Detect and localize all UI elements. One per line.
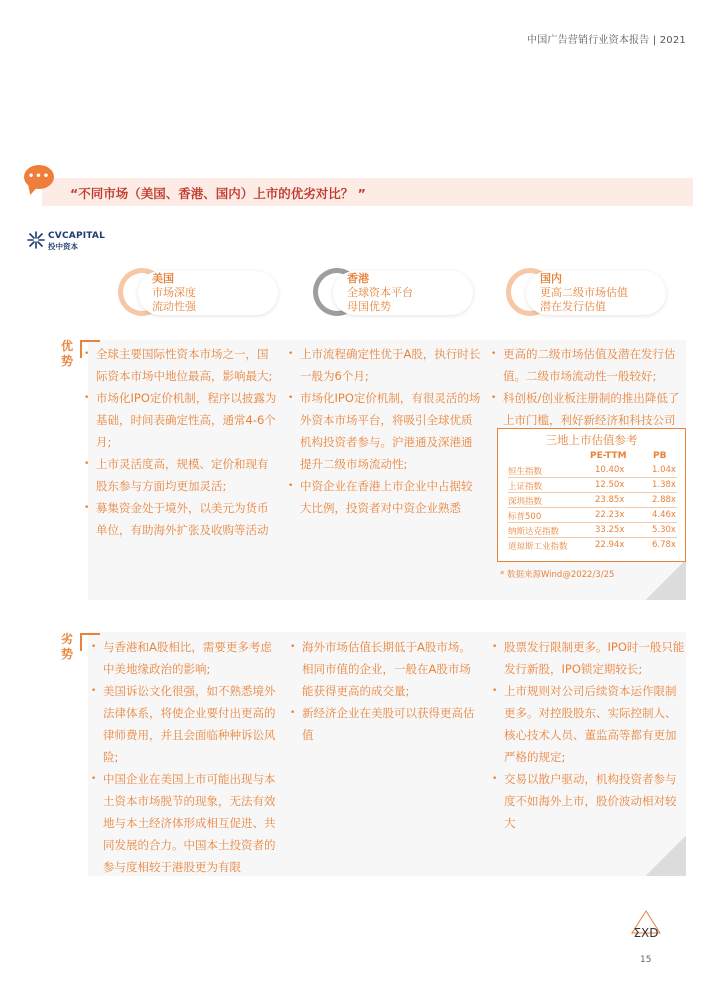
- disadvantages-us: [103, 636, 281, 878]
- cvcapital-logo: [27, 230, 117, 252]
- list-item: • 中国企业在美国上市可能出现与本土资本市场脱节的现象，无法有效地与本土经济体形成相互促进、共同发展的合力。中国本土投资者的参与度相较于港股更为有限: [103, 768, 281, 878]
- index-name: 道琼斯工业指数: [508, 542, 568, 552]
- market-card-hk: [313, 268, 473, 320]
- index-name: 纳斯达克指数: [508, 527, 560, 537]
- valuation-title: 三地上市估值参考: [545, 433, 638, 447]
- market-line2: 流动性强: [152, 300, 196, 313]
- index-name: 标普500: [508, 512, 542, 522]
- disadvantages-hk: [302, 636, 482, 746]
- question-text: “不同市场（美国、香港、国内）上市的优劣对比？ ”: [70, 186, 366, 201]
- table-row: [508, 540, 677, 553]
- market-line2: 母国优势: [347, 300, 391, 313]
- pe-value: 12.50x: [595, 480, 625, 490]
- pb-value: 5.30x: [652, 525, 676, 535]
- disadvantages-label: 劣势: [61, 632, 74, 661]
- logo-name: CVCAPITAL: [48, 231, 106, 241]
- list-item: • 上市规则对公司后续资本运作限制更多。对控股股东、实际控制人、核心技术人员、董监高等都有更加严格的规定;: [504, 680, 686, 768]
- list-item: • 上市灵活度高，规模、定价和现有股东参与方面均更加灵活;: [96, 453, 278, 497]
- index-name: 深圳指数: [508, 497, 543, 507]
- column-header-pb: PB: [653, 451, 667, 461]
- pb-value: 1.04x: [652, 465, 676, 475]
- data-source-note: * 数据来源Wind@2022/3/25: [500, 570, 615, 580]
- page-curl: [646, 560, 686, 600]
- market-card-cn: [506, 268, 666, 320]
- pb-value: 2.88x: [652, 495, 676, 505]
- market-line1: 全球资本平台: [347, 286, 413, 299]
- column-header-pe: PE-TTM: [590, 451, 627, 461]
- list-item: • 募集资金处于境外，以美元为货币单位，有助海外扩张及收购等活动: [96, 497, 278, 541]
- pe-value: 22.23x: [595, 510, 625, 520]
- disadvantages-cn: [504, 636, 686, 834]
- list-item: • 与香港和A股相比，需要更多考虑中美地缘政治的影响;: [103, 636, 281, 680]
- list-item: • 市场化IPO定价机制，有很灵活的场外资本市场平台，将吸引全球优质机构投资者参与。沪港通及深港通提升二级市场流动性;: [300, 387, 482, 475]
- report-title: 中国广告营销行业资本报告 | 2021: [527, 35, 686, 46]
- pb-value: 6.78x: [652, 540, 676, 550]
- list-item: • 美国诉讼文化很强，如不熟悉境外法律体系，将使企业要付出更高的律师费用，并且会面临种种诉讼风险;: [103, 680, 281, 768]
- pe-value: 10.40x: [595, 465, 625, 475]
- index-name: 上证指数: [508, 482, 543, 492]
- market-name: 香港: [347, 272, 369, 285]
- table-row: [508, 480, 677, 493]
- list-item: • 上市流程确定性优于A股，执行时长一般为6个月;: [300, 343, 482, 387]
- table-row: [508, 510, 677, 523]
- advantages-cn: [503, 343, 686, 431]
- page-number: 15: [640, 955, 652, 965]
- advantages-hk: [300, 343, 482, 519]
- list-item: • 新经济企业在美股可以获得更高估值: [302, 702, 482, 746]
- index-name: 恒生指数: [508, 467, 543, 477]
- list-item: • 股票发行限制更多。IPO时一般只能发行新股，IPO锁定期较长;: [504, 636, 686, 680]
- list-item: • 更高的二级市场估值及潜在发行估值。二级市场流动性一般较好;: [503, 343, 686, 387]
- table-row: [508, 465, 677, 478]
- logo-mark-icon: [27, 230, 45, 250]
- list-item: • 科创板/创业板注册制的推出降低了上市门槛，利好新经济和科技公司: [503, 387, 686, 431]
- speech-bubble-icon: •••: [24, 165, 54, 189]
- pb-value: 4.46x: [652, 510, 676, 520]
- advantages-us: [96, 343, 278, 541]
- footer-logo: [627, 909, 665, 945]
- list-item: • 市场化IPO定价机制，程序以披露为基础，时间表确定性高，通常4-6个月;: [96, 387, 278, 453]
- market-line1: 市场深度: [152, 286, 196, 299]
- advantages-label: 优势: [61, 339, 74, 368]
- table-row: [508, 495, 677, 508]
- market-line2: 潜在发行估值: [540, 300, 606, 313]
- list-item: • 交易以散户驱动，机构投资者参与度不如海外上市，股价波动相对较大: [504, 768, 686, 834]
- market-card-us: [118, 268, 278, 320]
- table-row: [508, 525, 677, 538]
- market-line1: 更高二级市场估值: [540, 286, 628, 299]
- disadvantages-bracket: [80, 633, 100, 651]
- page-curl: [646, 836, 686, 876]
- market-name: 国内: [540, 272, 562, 285]
- list-item: • 中资企业在香港上市企业中占据较大比例，投资者对中资企业熟悉: [300, 475, 482, 519]
- pe-value: 33.25x: [595, 525, 625, 535]
- footer-logo-text: ΣⅩD: [633, 926, 659, 940]
- pe-value: 22.94x: [595, 540, 625, 550]
- list-item: • 全球主要国际性资本市场之一，国际资本市场中地位最高，影响最大;: [96, 343, 278, 387]
- valuation-table: [497, 428, 686, 562]
- market-name: 美国: [152, 272, 174, 285]
- logo-subtitle: 投中资本: [48, 242, 78, 251]
- pb-value: 1.38x: [652, 480, 676, 490]
- list-item: • 海外市场估值长期低于A股市场。相同市值的企业，一般在A股市场能获得更高的成交量;: [302, 636, 482, 702]
- pe-value: 23.85x: [595, 495, 625, 505]
